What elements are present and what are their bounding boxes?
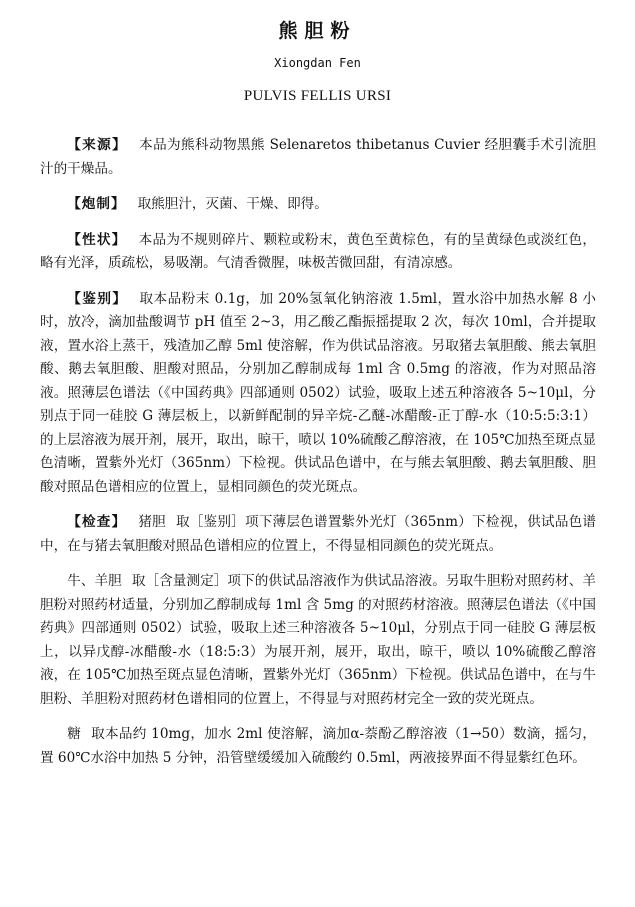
- pinyin-name: Xiongdan Fen: [274, 56, 361, 70]
- section-source: [40, 134, 596, 181]
- description-text: 本品为不规则碎片、颗粒或粉末，黄色至黄棕色，有的呈黄绿色或淡红色，略有光泽，质疏松，易吸潮。气清香微腥，味极苦微回甜，有清凉感。: [40, 231, 596, 271]
- monograph-body: [40, 134, 596, 770]
- cattle-sheep-bile-label: 牛、羊胆: [67, 573, 122, 589]
- section-identification: [40, 288, 596, 500]
- identification-heading: 【鉴别】: [67, 290, 128, 307]
- section-description: [40, 229, 596, 276]
- processing-text: 取熊胆汁，灭菌、干燥、即得。: [137, 196, 328, 212]
- pig-bile-label: 猪胆: [138, 514, 166, 530]
- latin-name: PULVIS FELLIS URSI: [243, 88, 392, 104]
- examination-heading: 【检查】: [67, 514, 127, 530]
- source-heading: 【来源】: [67, 137, 128, 153]
- description-heading: 【性状】: [67, 231, 127, 248]
- page-title: 熊胆粉: [278, 20, 357, 42]
- sugar-label: 糖: [67, 726, 82, 742]
- sugar-text: 取本品约 10mg，加水 2ml 使溶解，滴加α-萘酚乙醇溶液（1→50）数滴，摇匀，置 60℃水浴中加热 5 分钟，沿管壁缓缓加入硫酸约 0.5ml，两液接界面不得显紫红色环。: [40, 726, 597, 766]
- section-sugar: [40, 723, 596, 770]
- identification-text: 取本品粉末 0.1g，加 20%氢氧化钠溶液 1.5ml，置水浴中加热水解 8 小时，放冷，滴加盐酸调节 pH 值至 2~3，用乙酸乙酯振摇提取 2 次，每次 10ml，合并提取液，置水浴上蒸干，残渣加乙醇 5ml 使溶解，作为供试品溶液。另取猪去氧胆酸、熊去氧胆酸、鹅去氧胆酸、胆酸对照品，分别加乙醇制成每 1ml 含 0.5mg 的溶液，作为对照品溶液。照薄层色谱法（《中国药典》四部通则 0502）试验，吸取上述五种溶液各 5~10μl，分别点于同一硅胶 G 薄层板上，以新鲜配制的异辛烷-乙醚-冰醋酸-正丁醇-水（10:5:5:3:1）的上层溶液为展开剂，展开，取出，晾干，喷以 10%硫酸乙醇溶液，在 105℃加热至斑点显色清晰，置紫外光灯（365nm）下检视。供试品色谱中，在与熊去氧胆酸、鹅去氧胆酸、胆酸对照品色谱相应的位置上，显相同颜色的荧光斑点。: [40, 290, 596, 495]
- pig-bile-text: 取［鉴别］项下薄层色谱置紫外光灯（365nm）下检视，供试品色谱中，在与猪去氧胆酸对照品色谱相应的位置上，不得显相同颜色的荧光斑点。: [40, 514, 597, 554]
- section-examination: [40, 511, 596, 558]
- section-cattle-sheep-bile: [40, 570, 596, 711]
- processing-heading: 【炮制】: [67, 196, 126, 212]
- source-text: 本品为熊科动物黑熊 Selenaretos thibetanus Cuvier 经胆囊手术引流胆汁的干燥品。: [40, 137, 596, 177]
- cattle-sheep-bile-text: 取［含量测定］项下的供试品溶液作为供试品溶液。另取牛胆粉对照药材、羊胆粉对照药材适量，分别加乙醇制成每 1ml 含 5mg 的对照药材溶液。照薄层色谱法（《中国药典》四部通则 0502）试验，吸取上述三种溶液各 5~10μl，分别点于同一硅胶 G 薄层板上，以异戊醇-冰醋酸-水（18:5:3）为展开剂，展开，取出，晾干，喷以 10%硫酸乙醇溶液，在 105℃加热至斑点显色清晰，置紫外光灯（365nm）下检视。供试品色谱中，在与牛胆粉、羊胆粉对照药材色谱相同的位置上，不得显与对照药材完全一致的荧光斑点。: [40, 573, 597, 707]
- section-processing: [40, 193, 596, 217]
